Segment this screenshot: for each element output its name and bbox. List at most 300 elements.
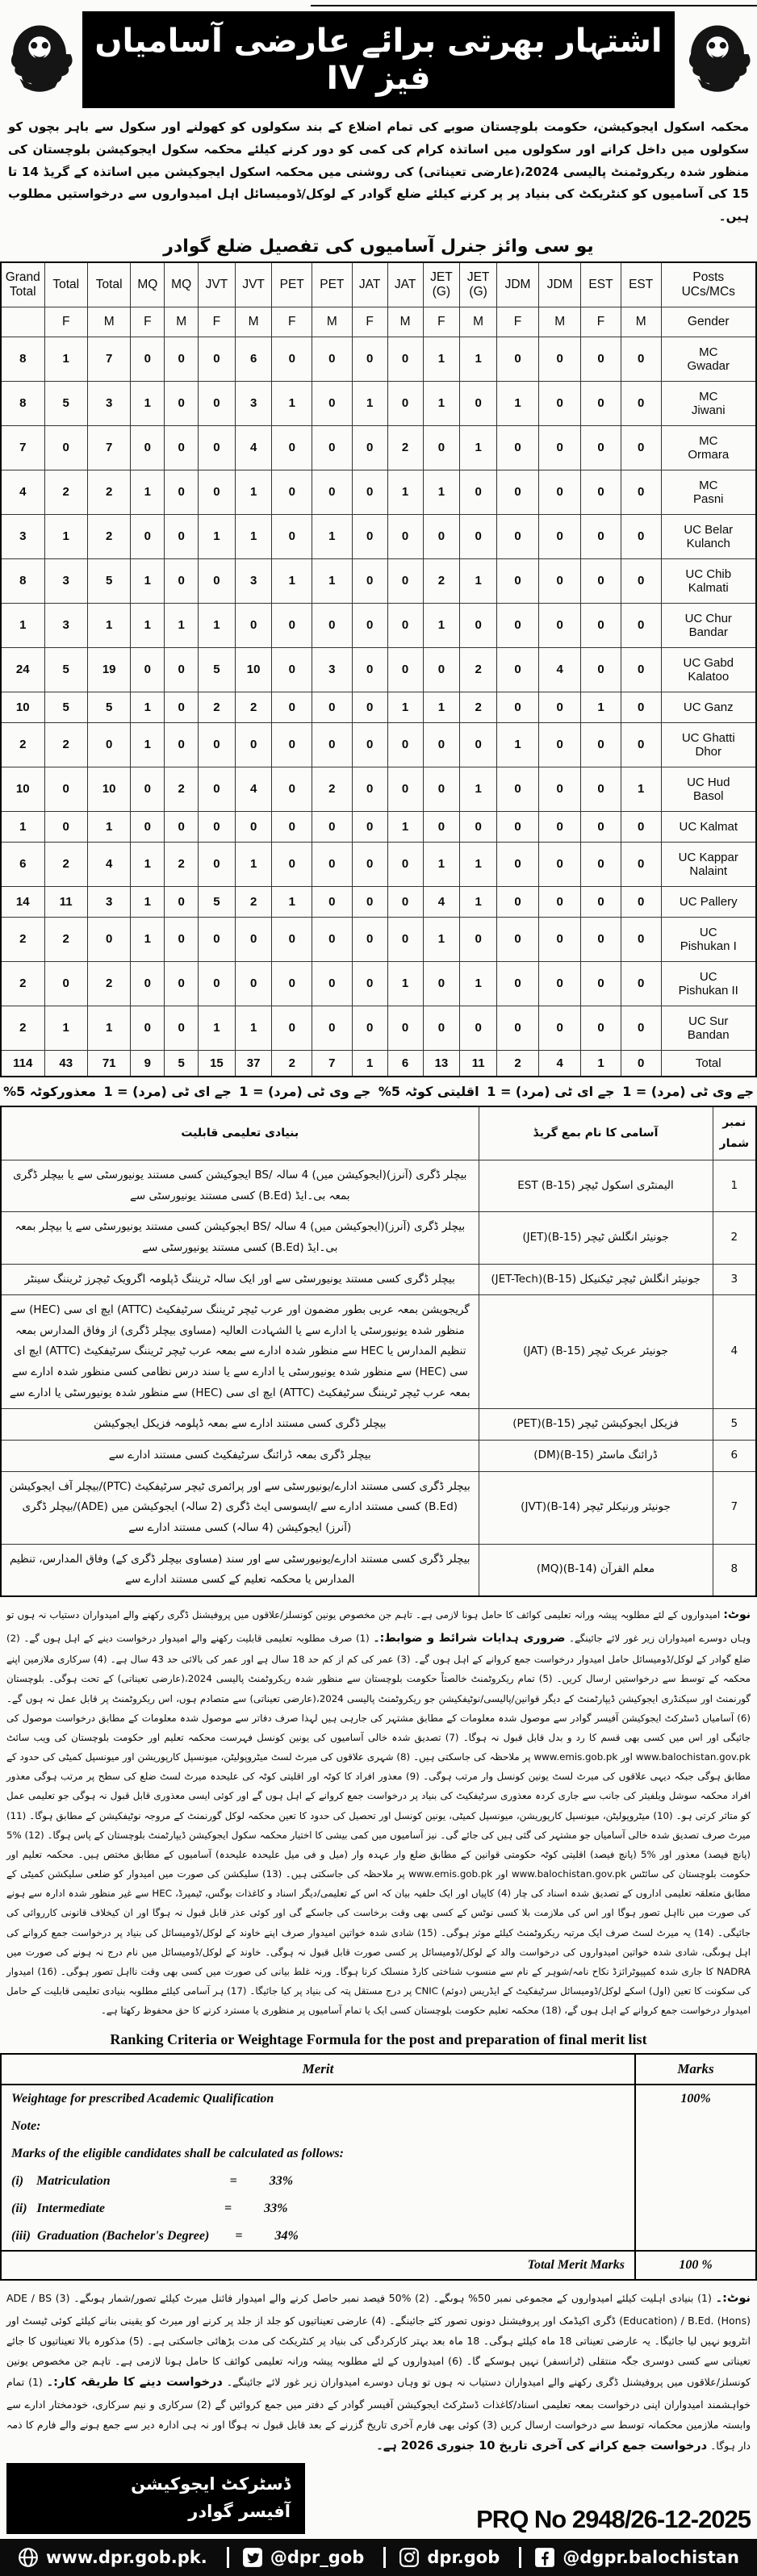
- qualification-row: [1, 1544, 756, 1596]
- count-cell: 0: [312, 961, 353, 1006]
- total-count-cell: 11: [460, 1050, 497, 1077]
- instructions-notes: [0, 1597, 757, 2024]
- table-row: [1, 514, 756, 558]
- post-name-cell: الیمنٹری اسکول ٹیچر EST (B-15): [479, 1160, 713, 1211]
- count-cell: 0: [496, 425, 538, 470]
- count-cell: 0: [581, 558, 621, 603]
- count-cell: 0: [496, 1006, 538, 1050]
- count-cell: 1: [423, 381, 460, 425]
- merit-marks-cell: [635, 2113, 756, 2140]
- count-cell: 0: [460, 1006, 497, 1050]
- merit-item-cell: Weightage for prescribed Academic Qualification: [11, 2092, 274, 2106]
- count-cell: 0: [539, 558, 581, 603]
- qualification-header-row: [1, 1106, 756, 1160]
- qualification-cell: گریجویشن بمعہ عربی بطور مضمون اور عرب ٹیچر ٹریننگ سرٹیفکیٹ (ATTC) ایچ ای سی (HEC) سے منظور شدہ یونیورسٹی یا ادارے سے یا الشہادت العالیہ (مساوی بیچلر ڈگری) از وفاق المدارس بمعہ تنظیم المدارس یا HEC سے منظور شدہ ادارے سے بمعہ عرب ٹیچر ٹریننگ سرٹیفکیٹ (ATTC) ایچ ای سی (HEC) سے منظور شدہ یونیورسٹی یا ادارے سے یا سند درس نظامی کسی منظور شدہ ادارے سے بمعہ عرب ٹیچر ٹریننگ سرٹیفکیٹ (ATTC) ایچ ای سی (HEC) سے منظور شدہ یونیورسٹی یا ادارے سے: [1, 1295, 479, 1409]
- table-row: [1, 337, 756, 381]
- bottom-note-label: نوٹ:۔: [715, 2292, 751, 2306]
- total-label-cell: Total: [661, 1050, 756, 1077]
- count-cell: 4: [87, 842, 130, 886]
- serial-number-cell: 3: [713, 1264, 756, 1295]
- count-cell: 10: [1, 767, 44, 811]
- count-cell: 0: [235, 917, 272, 961]
- count-cell: 1: [199, 514, 236, 558]
- count-cell: 0: [496, 558, 538, 603]
- signature-row: [0, 2460, 757, 2538]
- count-cell: 0: [165, 811, 199, 842]
- header-row: [1, 262, 756, 307]
- count-cell: 0: [496, 514, 538, 558]
- count-cell: 2: [460, 692, 497, 722]
- count-cell: 1: [131, 842, 165, 886]
- count-cell: 1: [131, 692, 165, 722]
- count-cell: 1: [460, 425, 497, 470]
- count-cell: 2: [165, 842, 199, 886]
- qualification-row: [1, 1471, 756, 1544]
- bottom-note-text: (1) بنیادی اہلیت کیلئے امیدواروں کے مجموعی نمبر 50% ہوںگے۔ (2) %50 فیصد نمبر حاصل کرنے والے امیدوار فائنل میرٹ کیلئے تصور/شمار ہوںگے۔ (3) ADE / BS (Education) / B.Ed. (Hons) ڈگری اکیڈمک اور پروفیشنل دونوں تصور کئے جائینگے۔ (4) عارضی تعیناتیوں کو جلد از جلد پر کرنے اور میرٹ کو یقینی بنانے کیلئے کوئی ٹیسٹ اور انٹرویو نہیں لیا جائیگا۔ یہ عارضی تعیناتی 18 ماہ کیلئے ہوگی۔ 18 ماہ بعد بہتر کارکردگی کی بنیاد پر کنٹریکٹ کی مدت بڑھائی جاسکتی ہے۔ (5) مذکورہ بالا تعیناتیوں کا جائے تعیناتی سے کسی دوسری جگہ منتقلی (ٹرانسفر) نہیں ہوسکے گا۔ (6) امیدواروں کے لئے مطلوبہ پیشہ ورانہ تعلیمی کوائف کا حامل ہونا لازمی ہے۔ تاہم جن مخصوص یونین کونسلز/علاقوں میں پروفیشنل ڈگری رکھنے والے امیدواران دستیاب نہ ہوں تو وہاں دوسرے امیدواران زیر غور لائے جائینگے۔: [6, 2292, 751, 2389]
- count-cell: 1: [44, 514, 87, 558]
- posts-name-cell: MC Ormara: [661, 425, 756, 470]
- count-cell: 5: [44, 692, 87, 722]
- count-cell: 3: [87, 381, 130, 425]
- count-cell: 0: [539, 603, 581, 647]
- posts-table-title: یو سی وائز جنرل آسامیوں کی تفصیل ضلع گوادر: [163, 236, 594, 257]
- count-cell: 0: [165, 470, 199, 514]
- count-cell: 0: [539, 692, 581, 722]
- count-cell: 0: [539, 425, 581, 470]
- count-cell: 1: [165, 603, 199, 647]
- count-cell: 0: [165, 381, 199, 425]
- merit-header-row: [1, 2054, 756, 2085]
- total-merit-row: [1, 2251, 756, 2280]
- merit-item-cell: Marks of the eligible candidates shall be calculated as follows:: [11, 2147, 344, 2161]
- gender-header: M: [460, 307, 497, 337]
- count-cell: 0: [131, 961, 165, 1006]
- count-cell: 0: [165, 647, 199, 692]
- count-cell: 0: [581, 647, 621, 692]
- total-count-cell: 114: [1, 1050, 44, 1077]
- count-cell: 10: [235, 647, 272, 692]
- count-cell: 0: [352, 425, 387, 470]
- qualification-table: [0, 1106, 757, 1597]
- serial-number-cell: 1: [713, 1160, 756, 1211]
- table-row: [1, 425, 756, 470]
- count-cell: 0: [165, 337, 199, 381]
- twitter-icon: [242, 2547, 263, 2568]
- count-cell: 2: [1, 917, 44, 961]
- count-cell: 1: [581, 692, 621, 722]
- table-row: [1, 767, 756, 811]
- column-header: JET (G): [423, 262, 460, 307]
- count-cell: 0: [352, 811, 387, 842]
- count-cell: 0: [199, 470, 236, 514]
- total-count-cell: 13: [423, 1050, 460, 1077]
- serial-number-cell: 7: [713, 1471, 756, 1544]
- count-cell: 0: [621, 425, 661, 470]
- deadline-text: درخواست جمع کرانے کی آخری تاریخ 10 جنوری: [437, 2440, 708, 2453]
- count-cell: 0: [496, 917, 538, 961]
- count-cell: 0: [581, 1006, 621, 1050]
- posts-name-cell: UC Pallery: [661, 886, 756, 917]
- count-cell: 14: [1, 886, 44, 917]
- count-cell: 0: [199, 558, 236, 603]
- count-cell: 1: [131, 917, 165, 961]
- count-cell: 5: [87, 558, 130, 603]
- count-cell: 0: [165, 961, 199, 1006]
- count-cell: 0: [581, 514, 621, 558]
- note-label: نوٹ:: [723, 1608, 751, 1621]
- count-cell: 0: [352, 1006, 387, 1050]
- count-cell: 3: [235, 381, 272, 425]
- footer-item-text: www.dpr.gob.pk.: [46, 2547, 207, 2567]
- count-cell: 0: [272, 603, 312, 647]
- posts-name-cell: UC Pishukan II: [661, 961, 756, 1006]
- count-cell: 1: [496, 722, 538, 767]
- count-cell: 0: [387, 767, 423, 811]
- count-cell: 0: [165, 514, 199, 558]
- count-cell: 0: [352, 514, 387, 558]
- count-cell: 0: [272, 647, 312, 692]
- post-name-cell: جونیئر انگلش ٹیچر (B-15)(JET): [479, 1212, 713, 1264]
- serial-number-cell: 5: [713, 1409, 756, 1441]
- count-cell: 0: [352, 603, 387, 647]
- count-cell: 1: [460, 767, 497, 811]
- quota-segment: معذورکوٹہ 5%: [3, 1083, 96, 1099]
- count-cell: 0: [272, 842, 312, 886]
- count-cell: 0: [131, 647, 165, 692]
- table-row: [1, 558, 756, 603]
- total-count-cell: 2: [496, 1050, 538, 1077]
- count-cell: 8: [1, 381, 44, 425]
- qualification-row: [1, 1264, 756, 1295]
- gender-header: F: [423, 307, 460, 337]
- column-header: Posts UCs/MCs: [661, 262, 756, 307]
- count-cell: 1: [387, 692, 423, 722]
- post-name-cell: فزیکل ایجوکیشن ٹیچر (B-15)(PET): [479, 1409, 713, 1441]
- gender-header: Gender: [661, 307, 756, 337]
- count-cell: 0: [352, 886, 387, 917]
- count-cell: 0: [199, 811, 236, 842]
- posts-name-cell: MC Jiwani: [661, 381, 756, 425]
- count-cell: 0: [272, 767, 312, 811]
- count-cell: 0: [496, 811, 538, 842]
- serial-number-cell: 4: [713, 1295, 756, 1409]
- count-cell: 10: [87, 767, 130, 811]
- count-cell: 0: [272, 722, 312, 767]
- count-cell: 2: [44, 917, 87, 961]
- qualification-row: [1, 1409, 756, 1441]
- table-row: [1, 381, 756, 425]
- count-cell: 0: [387, 514, 423, 558]
- gender-header: F: [44, 307, 87, 337]
- merit-column-header: Merit: [1, 2054, 635, 2085]
- column-header: JAT: [352, 262, 387, 307]
- count-cell: 1: [621, 767, 661, 811]
- merit-row: [1, 2168, 756, 2195]
- count-cell: 0: [312, 381, 353, 425]
- posts-name-cell: UC Sur Bandan: [661, 1006, 756, 1050]
- count-cell: 1: [235, 842, 272, 886]
- count-cell: 0: [352, 337, 387, 381]
- count-cell: 0: [272, 917, 312, 961]
- count-cell: 0: [352, 647, 387, 692]
- merit-marks-cell: [635, 2223, 756, 2251]
- posts-name-cell: MC Gwadar: [661, 337, 756, 381]
- count-cell: 2: [199, 692, 236, 722]
- total-count-cell: 15: [199, 1050, 236, 1077]
- total-merit-label: Total Merit Marks: [1, 2251, 635, 2280]
- deadline-year: 2026 ہے۔: [376, 2440, 434, 2453]
- count-cell: 0: [131, 337, 165, 381]
- count-cell: 1: [87, 1006, 130, 1050]
- count-cell: 2: [44, 722, 87, 767]
- count-cell: 0: [539, 337, 581, 381]
- count-cell: 0: [87, 722, 130, 767]
- count-cell: 5: [44, 647, 87, 692]
- post-name-cell: جونیئر عربک ٹیچر (B-15) (JAT): [479, 1295, 713, 1409]
- gender-header: M: [165, 307, 199, 337]
- count-cell: 2: [44, 842, 87, 886]
- table-row: [1, 886, 756, 917]
- count-cell: 1: [312, 558, 353, 603]
- count-cell: 0: [312, 337, 353, 381]
- count-cell: 1: [199, 1006, 236, 1050]
- count-cell: 0: [199, 767, 236, 811]
- table-row: [1, 647, 756, 692]
- count-cell: 1: [460, 337, 497, 381]
- count-cell: 0: [131, 514, 165, 558]
- count-cell: 0: [312, 886, 353, 917]
- count-cell: 0: [387, 603, 423, 647]
- qualification-row: [1, 1160, 756, 1211]
- globe-icon: [18, 2547, 39, 2568]
- count-cell: 0: [199, 961, 236, 1006]
- table-row: [1, 917, 756, 961]
- count-cell: 0: [165, 425, 199, 470]
- count-cell: 0: [235, 603, 272, 647]
- count-cell: 0: [496, 692, 538, 722]
- count-cell: 0: [460, 514, 497, 558]
- qualification-cell: بیچلر ڈگری (آنرز)(ایجوکیشن میں) 4 سالہ /BS ایجوکیشن کسی مستند یونیورسٹی سے یا بیچلر ڈگری بمعہ بی۔ایڈ (B.Ed) کسی مستند یونیورسٹی سے: [1, 1160, 479, 1211]
- intro-paragraph: محکمہ اسکول ایجوکیشن، حکومت بلوچستان صوبے کی تمام اضلاع کے بند سکولوں کو کھولنے اور سکول سے باہر بچوں کو سکولوں میں داخل کرانے اور سکولوں میں اساتذہ کرام کی کمی کو دور کرنے کیلئے محکمہ سکول ایجوکیشن بلوچستان کی منظور شدہ ریکروٹمنٹ پالیسی 2024،(عارضی تعیناتی) کی روشنی میں محکمہ اسکول ایجوکیشن میں اساتذہ کے گریڈ 14 تا 15 کی آسامیوں کو کنٹریکٹ کی بنیاد پر پر کرنے کیلئے ضلع گوادر کے لوکل/ڈومیسائل اہل امیدواروں سے درخواستیں مطلوب ہیں۔: [8, 119, 749, 224]
- gender-header: F: [352, 307, 387, 337]
- column-header: Total: [87, 262, 130, 307]
- count-cell: 7: [87, 425, 130, 470]
- gender-header: M: [312, 307, 353, 337]
- count-cell: 1: [423, 917, 460, 961]
- post-name-header: آسامی کا نام بمع گریڈ: [479, 1106, 713, 1160]
- ranking-criteria-heading: Ranking Criteria or Weightage Formula for the post and preparation of final merit list: [110, 2031, 647, 2048]
- count-cell: 0: [312, 425, 353, 470]
- total-count-cell: 0: [621, 1050, 661, 1077]
- count-cell: 0: [496, 470, 538, 514]
- count-cell: 0: [312, 917, 353, 961]
- count-cell: 0: [460, 722, 497, 767]
- count-cell: 1: [131, 381, 165, 425]
- count-cell: 10: [1, 692, 44, 722]
- count-cell: 0: [199, 842, 236, 886]
- posts-name-cell: UC Belar Kulanch: [661, 514, 756, 558]
- marks-column-header: Marks: [635, 2054, 756, 2085]
- count-cell: 0: [539, 886, 581, 917]
- count-cell: 0: [621, 470, 661, 514]
- table-row: [1, 470, 756, 514]
- count-cell: 0: [44, 961, 87, 1006]
- footer-item: [227, 2547, 364, 2568]
- count-cell: 0: [539, 767, 581, 811]
- column-header: PET: [272, 262, 312, 307]
- bottom-notes: [0, 2281, 757, 2460]
- count-cell: 7: [87, 337, 130, 381]
- count-cell: 0: [581, 425, 621, 470]
- count-cell: 1: [235, 514, 272, 558]
- count-cell: 0: [165, 1006, 199, 1050]
- count-cell: 1: [460, 961, 497, 1006]
- count-cell: 1: [272, 886, 312, 917]
- count-cell: 0: [539, 961, 581, 1006]
- table-row: [1, 603, 756, 647]
- posts-name-cell: UC Kappar Nalaint: [661, 842, 756, 886]
- table-row: [1, 842, 756, 886]
- count-cell: 0: [423, 811, 460, 842]
- count-cell: 2: [87, 961, 130, 1006]
- posts-name-cell: UC Ghatti Dhor: [661, 722, 756, 767]
- merit-marks-cell: [635, 2168, 756, 2195]
- gender-header: F: [131, 307, 165, 337]
- gender-header: M: [387, 307, 423, 337]
- instagram-icon: [399, 2547, 420, 2568]
- count-cell: 0: [460, 811, 497, 842]
- table-row: [1, 811, 756, 842]
- count-cell: 0: [199, 917, 236, 961]
- note-text: امیدواروں کے لئے مطلوبہ پیشہ ورانہ تعلیمی کوائف کا حامل ہونا لازمی ہے۔ تاہم جن مخصوص یونین کونسلز/علاقوں میں پروفیشنل ڈگری رکھنے والے امیدواران دستیاب نہ ہوں تو وہاں دوسرے امیدواران زیر غور لائے جائینگے۔: [6, 1608, 751, 1644]
- merit-row: [1, 2195, 756, 2223]
- table-row: [1, 692, 756, 722]
- count-cell: 1: [131, 470, 165, 514]
- count-cell: 0: [496, 886, 538, 917]
- count-cell: 0: [496, 842, 538, 886]
- count-cell: 2: [87, 514, 130, 558]
- count-cell: 6: [235, 337, 272, 381]
- qualification-cell: بیچلر ڈگری کسی مستند ادارے/یونیورسٹی سے اور سند (مساوی بیچلر ڈگری کے) وفاق المدارس، تنظیم المدارس یا محکمہ تعلیم کے کسی مستند ادارے سے: [1, 1544, 479, 1596]
- count-cell: 0: [131, 811, 165, 842]
- footer-item: [519, 2547, 739, 2568]
- qualification-cell: بیچلر ڈگری کسی مستند ادارے سے بمعہ ڈپلومہ فزیکل ایجوکیشن: [1, 1409, 479, 1441]
- district-education-officer-stamp: [6, 2463, 305, 2533]
- total-count-cell: 9: [131, 1050, 165, 1077]
- column-header: JVT: [235, 262, 272, 307]
- quota-segment: جے وی ٹی (مرد) = 1: [622, 1083, 754, 1099]
- total-count-cell: 5: [165, 1050, 199, 1077]
- count-cell: 2: [312, 767, 353, 811]
- post-name-cell: ڈرائنگ ماسٹر (B-15)(DM): [479, 1440, 713, 1471]
- count-cell: 0: [539, 514, 581, 558]
- count-cell: 0: [423, 1006, 460, 1050]
- stamp-line-1: ڈسٹرکٹ ایجوکیشن: [131, 2474, 291, 2494]
- merit-row: [1, 2223, 756, 2251]
- count-cell: 1: [423, 603, 460, 647]
- count-cell: 0: [621, 692, 661, 722]
- facebook-icon: [534, 2547, 555, 2568]
- count-cell: 5: [199, 886, 236, 917]
- qualification-header: بنیادی تعلیمی قابلیت: [1, 1106, 479, 1160]
- count-cell: 0: [621, 514, 661, 558]
- qualification-row: [1, 1440, 756, 1471]
- count-cell: 3: [1, 514, 44, 558]
- count-cell: 2: [423, 558, 460, 603]
- count-cell: 19: [87, 647, 130, 692]
- count-cell: 1: [131, 603, 165, 647]
- count-cell: 1: [423, 842, 460, 886]
- count-cell: 0: [621, 722, 661, 767]
- quota-line: [0, 1077, 757, 1106]
- merit-item-cell: (ii) Intermediate = 33%: [11, 2202, 288, 2216]
- merit-item-cell: (iii) Graduation (Bachelor's Degree) = 34%: [11, 2229, 299, 2244]
- column-header: JET (G): [460, 262, 497, 307]
- count-cell: 0: [312, 811, 353, 842]
- count-cell: 1: [423, 692, 460, 722]
- footer-item: [383, 2547, 500, 2568]
- count-cell: 0: [165, 558, 199, 603]
- count-cell: 0: [312, 692, 353, 722]
- masthead: [0, 6, 757, 111]
- count-cell: 0: [199, 722, 236, 767]
- table-row: [1, 1006, 756, 1050]
- count-cell: 1: [235, 470, 272, 514]
- post-name-cell: جونیئر انگلش ٹیچر ٹیکنیکل (B-15)(JET-Tech): [479, 1264, 713, 1295]
- count-cell: 8: [1, 558, 44, 603]
- stamp-line-2: آفیسر گوادر: [188, 2502, 291, 2522]
- gender-header: M: [621, 307, 661, 337]
- qualification-cell: بیچلر ڈگری (آنرز)(ایجوکیشن میں) 4 سالہ /BS ایجوکیشن کسی مستند یونیورسٹی سے یا بیچلر بمعہ بی۔ایڈ (B.Ed) کسی مستند یونیورسٹی سے: [1, 1212, 479, 1264]
- count-cell: 0: [423, 767, 460, 811]
- count-cell: 0: [272, 811, 312, 842]
- count-cell: 0: [621, 337, 661, 381]
- count-cell: 0: [581, 603, 621, 647]
- count-cell: 0: [460, 603, 497, 647]
- count-cell: 0: [272, 337, 312, 381]
- count-cell: 0: [581, 961, 621, 1006]
- count-cell: 0: [235, 961, 272, 1006]
- serial-number-cell: 8: [713, 1544, 756, 1596]
- count-cell: 11: [44, 886, 87, 917]
- total-count-cell: 2: [272, 1050, 312, 1077]
- count-cell: 0: [165, 692, 199, 722]
- count-cell: 6: [1, 842, 44, 886]
- count-cell: 0: [539, 1006, 581, 1050]
- count-cell: 0: [272, 470, 312, 514]
- count-cell: 0: [352, 961, 387, 1006]
- total-count-cell: 7: [312, 1050, 353, 1077]
- count-cell: 0: [165, 722, 199, 767]
- count-cell: 0: [621, 647, 661, 692]
- count-cell: 0: [496, 337, 538, 381]
- count-cell: 2: [460, 647, 497, 692]
- count-cell: 4: [235, 767, 272, 811]
- merit-row: [1, 2113, 756, 2140]
- merit-marks-cell: 100%: [635, 2085, 756, 2113]
- dpr-social-footer-bar: [0, 2539, 757, 2576]
- total-count-cell: 71: [87, 1050, 130, 1077]
- count-cell: 0: [387, 842, 423, 886]
- rules-text: (1) صرف مطلوبہ تعلیمی قابلیت رکھنے والے امیدوار درخواست دینے کے اہل ہوں گے۔ (2) ضلع گوادر کے لوکل/ڈومیسائل حامل امیدوار درخواست جمع کروانے کے اہل ہوں گے۔ (3) عمر کی کم از کم حد 18 سال ہے اور عمر کی بالائی حد 43 سال ہے۔ (4) سرکاری ملازمین اپنے محکمہ کے توسط سے درخواستیں ارسال کریں۔ (5) تمام ریکروٹمنٹ خالصتاً حکومت بلوچستان سے منظور شدہ ریکروٹمنٹ پالیسی 2024،(عارضی تعیناتی) کے تحت ہوگی۔ بلوچستان گورنمنٹ اور سیکنڈری ایجوکیشن ڈیپارٹمنٹ کے دیگر قوانین/پالیسی/نوٹیفکیشن جو ریکروٹمنٹ پالیسی 2024،(عارضی تعیناتی) سے متصادم ہوں، اس ریکروٹمنٹ پر قابل عمل نہ ہوں گے۔ (6) آسامیاں ڈسٹرکٹ ایجوکیشن آفیسر گوادر سے موصول شدہ معلومات کے مطابق مشتہر کی جارہی ہیں لہذا صرف دفاتر سے موصول شدہ معلومات کے مطابق درخواست موصول کی جائیگی اور اس میں کسی بھی قسم کا رد و بدل قابل قبول نہ ہوگا۔ (7) تصدیق شدہ خالی آسامیوں کی یونین کونسل فہرست محکمہ تعلیم اور حکومت بلوچستان کی ویب سائٹ www.balochistan.gov.pk اور www.emis.gob.pk پر ملاحظہ کی جاسکتی ہیں۔ (8) شہری علاقوں کی میرٹ لسٹ میٹروپولیٹن، میونسپل کارپوریشن اور میونسپل کمیٹی کی حدود کے مطابق ہوگی جبکہ دیہی علاقوں کی میرٹ لسٹ یونین کونسل وار مرتب ہوگی۔ (9) معذور افراد کا کوٹہ اور اقلیتی کوٹہ کی علیحدہ میرٹ لسٹ ضلع کی سطح پر مرتب ہوگی معذور افراد محکمہ سوشل ویلفیئر کی جانب سے جاری کردہ معذوری سرٹیفکیٹ کی بنیاد پر درخواست جمع کروانے کے اہل ہوں گے اور کوئی ایسی معذوری قابل قبول نہ ہوگی جو تعلیمی عمل کو متاثر کرتی ہو۔ (10) میٹروپولیٹن، میونسپل کارپوریشن، میونسپل کمیٹی، یونین کونسل اور تحصیل کی حدود کا تعین محکمہ لوکل گورنمنٹ کے مروجہ نوٹیفکیشن کے مطابق ہوگا۔ (11) میرٹ صرف تصدیق شدہ خالی آسامیاں جو مشتہر کی گئی ہیں کی جائے گی۔ نیز آسامیوں میں کمی بیشی کا اختیار محکمہ سکول ایجوکیشن ڈیپارٹمنٹ بلوچستان کے پاس ہوگا۔ (12) %5 (پانچ فیصد) معذور اور %5 (پانچ فیصد) اقلیتی کوٹہ حکومتی قوانین کے مطابق ضلع وار عہدہ وار (میل و فی میل علیحدہ علیحدہ) آسامیوں کے مطابق مختص ہیں۔ محکمہ تعلیم اور حکومت بلوچستان کی سائٹس www.balochistan.gov.pk اور www.emis.gob.pk پر ملاحظہ کی جاسکتی ہیں۔ (13) سلیکشن کی صورت میں امیدوار کو ضلعی سلیکشن کمیٹی کے مطابق متعلقہ تعلیمی اداروں کے تصدیق شدہ اسناد کی چار (4) کاپیاں اور ایک حلفیہ بیان کہ اس کے تعلیمی/دیگر اسناد و کاغذات بوگس، ٹیمپرڈ، HEC سے غیر منظور شدہ ادارہ سے ہونے کی صورت میں نااہل تصور ہوگا اور اس کی ملازمت بلا کسی نوٹس کے کسی بھی وقت برخاست کی جاسکے گی اور کوئی عذر قابل قبول نہ ہوگا اور ان کیخلاف قانونی کارروائی کی جائیگی۔ (14) یہ میرٹ لسٹ صرف ایک مرتبہ ریکروٹمنٹ کیلئے موثر ہوگی۔ (15) شادی شدہ خواتین امیدوار صرف اپنے خاوند کے لوکل/ڈومیسائل کی بنیاد پر درخواست جمع کروانے کی اہل ہوںگی، شادی شدہ خواتین امیدواروں کی درخواست والد کے لوکل/ڈومیسائل پر کسی صورت قابل قبول نہ ہوگی۔ خاوند کے لوکل/ڈومیسائل میں نام درج نہ ہونے کی صورت میں NADRA کا جاری شدہ کمپیوٹرائزڈ نکاح نامہ/شوہر کے نام سے منسوب شناختی کارڈ منسلک کرنا ہوگا۔ ورنہ غلط بیانی کی صورت میں کسی بھی وقت نااہل تصور ہوگی۔ (16) امیدوار کی سکونت کا تعین (اول) اسکے لوکل/ڈومیسائل سرٹیفکیٹ کے ایڈریس (دوئم) CNIC پر درج مستقل پتہ کی بنیاد پر کیا جائیگا۔ (17) ہر آسامی کیلئے مطلوبہ بنیادی تعلیمی قابلیت کے حامل امیدوار درخواست جمع کروانے کے اہل ہوں گے، (18) محکمہ تعلیم حکومت بلوچستان کسی ایک یا تمام آسامیوں پر منظوری یا مسترد کرنے کا حق محفوظ رکھتا ہے۔: [6, 1632, 751, 2017]
- count-cell: 0: [581, 811, 621, 842]
- count-cell: 2: [1, 1006, 44, 1050]
- count-cell: 0: [460, 381, 497, 425]
- count-cell: 0: [131, 767, 165, 811]
- count-cell: 0: [581, 337, 621, 381]
- posts-name-cell: MC Pasni: [661, 470, 756, 514]
- count-cell: 0: [387, 1006, 423, 1050]
